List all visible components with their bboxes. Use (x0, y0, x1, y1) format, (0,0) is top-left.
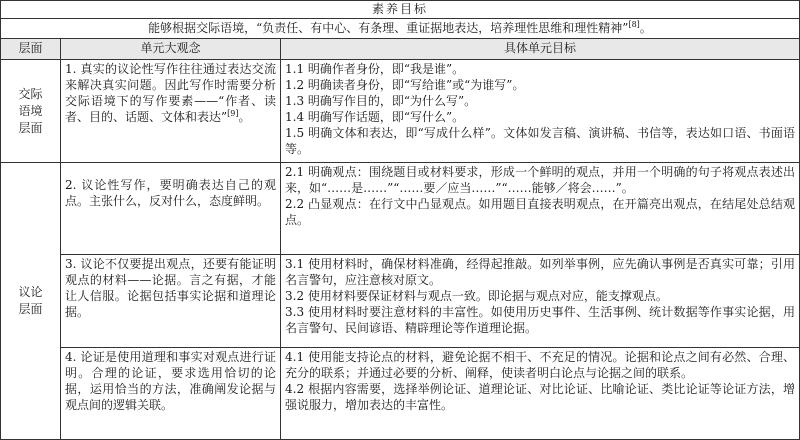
overall-goal-row (1, 18, 800, 39)
concept-cell: 1. 真实的议论性写作往往通过表达交流来解决真实问题。因此写作时需要分析交际语境下的写作要素——“作者、读者、目的、话题、文体和表达”[9]。 (61, 60, 281, 163)
target-item: 3.2 使用材料要保证材料与观点一致。即论据与观点对应，能支撑观点。 (285, 288, 668, 303)
title-row (1, 1, 800, 19)
target-cell (281, 254, 800, 348)
overall-goal-end: 。 (639, 20, 652, 35)
layer-argument: 议论层面 (1, 163, 61, 440)
concept-ref: [9] (227, 109, 239, 119)
target-item: 1.2 明确读者身份，即“写给谁”或“为谁写”。 (285, 78, 525, 93)
target-cell (281, 60, 800, 163)
target-item: 3.3 使用材料时要注意材料的丰富性。如使用历史事件、生活事例、统计数据等作事实论据，用名言警句、民间谚语、精辟理论等作道理论据。 (285, 304, 795, 335)
target-cell (281, 348, 800, 440)
header-concept: 单元大观念 (61, 39, 281, 60)
target-item: 2.2 凸显观点：在行文中凸显观点。如用题目直接表明观点，在开篇亮出观点，在结尾处总结观点。 (285, 197, 795, 228)
concept-cell: 2. 议论性写作，要明确表达自己的观点。主张什么，反对什么，态度鲜明。 (61, 163, 281, 255)
table-row (1, 254, 800, 348)
concept-cell: 3. 议论不仅要提出观点，还要有能证明观点的材料——论据。言之有据，才能让人信服。论据包括事实论据和道理论据。 (61, 254, 281, 348)
header-row (1, 39, 800, 60)
target-item: 4.2 根据内容需要，选择举例论证、道理论证、对比论证、比喻论证、类比论证等论证方法，增强说服力，增加表达的丰富性。 (285, 382, 795, 413)
target-item: 1.1 明确作者身份，即“我是谁”。 (285, 62, 465, 77)
target-item: 2.1 明确观点：围绕题目或材料要求，形成一个鲜明的观点，并用一个明确的句子将观点表述出来，如“……是……”“……要／应当……”“……能够／将会……”。 (285, 165, 795, 196)
overall-goal-text: 能够根据交际语境，“负责任、有中心、有条理、重证据地表达，培养理性思维和理性精神” (148, 20, 629, 35)
table-title: 素养目标 (1, 1, 800, 19)
target-item: 1.4 明确写作话题，即“写什么”。 (285, 110, 465, 125)
target-cell (281, 163, 800, 255)
concept-cell: 4. 论证是使用道理和事实对观点进行证明。合理的论证，要求选用恰切的论据，运用恰当的方法，准确阐发论据与观点间的逻辑关联。 (61, 348, 281, 440)
overall-goal (1, 18, 800, 39)
table-row (1, 348, 800, 440)
header-target: 具体单元目标 (281, 39, 800, 60)
table-row (1, 163, 800, 255)
target-item: 1.5 明确文体和表达，即“写成什么样”。文体如发言稿、演讲稿、书信等，表达如口语、书面语等。 (285, 126, 795, 157)
layer-communication: 交际语境层面 (1, 60, 61, 163)
table-row (1, 60, 800, 163)
overall-goal-ref: [8] (628, 19, 640, 29)
target-item: 1.3 明确写作目的，即“为什么写”。 (285, 94, 477, 109)
target-item: 4.1 使用能支持论点的材料，避免论据不相干、不充足的情况。论据和论点之间有必然、合理、充分的联系；并通过必要的分析、阐释，使读者明白论点与论据之间的联系。 (285, 350, 795, 381)
target-item: 3.1 使用材料时，确保材料准确，经得起推敲。如列举事例，应先确认事例是否真实可靠；引用名言警句，应注意核对原文。 (285, 256, 795, 287)
header-layer: 层面 (1, 39, 61, 60)
